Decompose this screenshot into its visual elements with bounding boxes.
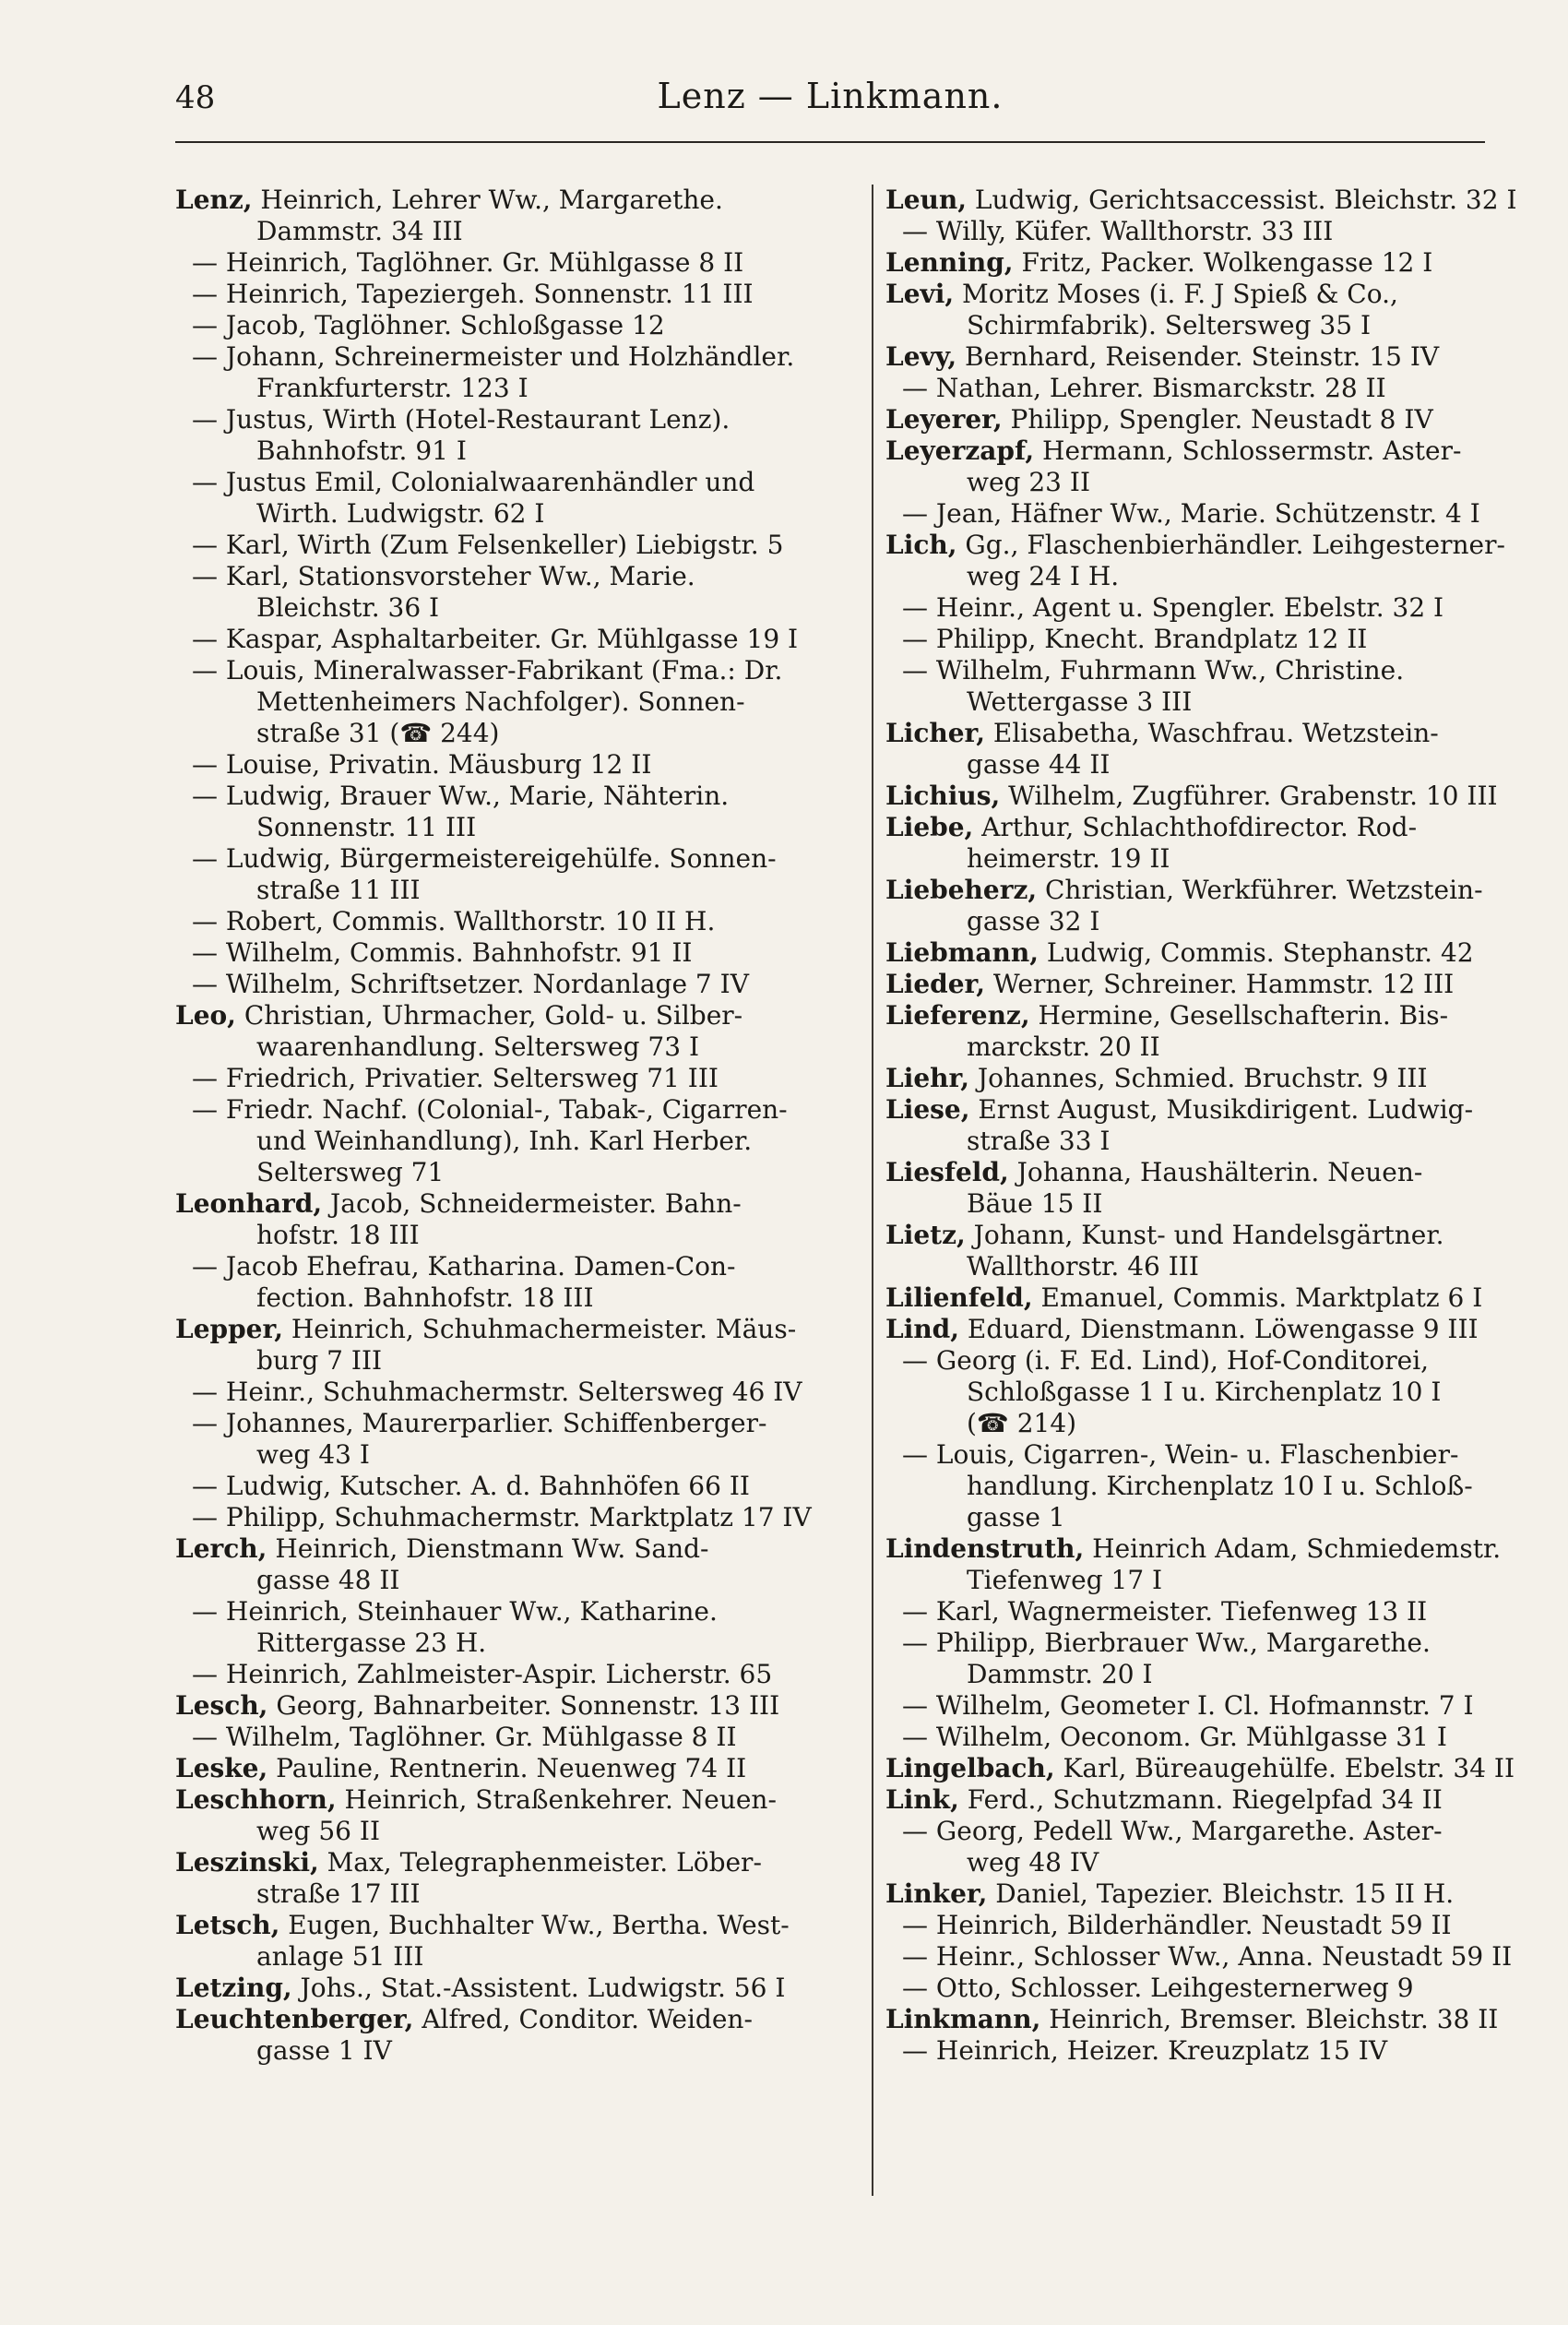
entry-surname: Lieder,	[885, 969, 985, 999]
entry-text: Christian, Uhrmacher, Gold- u. Silber- waarenhandlung. Seltersweg 73 I	[244, 1000, 743, 1062]
directory-entry	[885, 875, 1550, 937]
directory-entry	[885, 969, 1550, 1000]
entry-text: Bernhard, Reisender. Steinstr. 15 IV	[956, 341, 1440, 372]
running-head: Lenz — Linkmann.	[657, 76, 1004, 116]
entry-text: Eugen, Buchhalter Ww., Bertha. West- anlage 51 III	[256, 1910, 790, 1972]
entry-text: — Jean, Häfner Ww., Marie. Schützenstr. 4 I	[902, 498, 1480, 529]
entry-text: Wilhelm, Zugführer. Grabenstr. 10 III	[1000, 781, 1498, 811]
directory-entry	[175, 781, 839, 843]
directory-entry	[885, 435, 1550, 498]
entry-surname: Linkmann,	[885, 2004, 1041, 2034]
directory-entry	[885, 1910, 1550, 1941]
directory-entry	[885, 1973, 1550, 2004]
entry-text: — Friedrich, Privatier. Seltersweg 71 III	[192, 1063, 719, 1093]
entry-text: — Kaspar, Asphaltarbeiter. Gr. Mühlgasse 19 I	[192, 624, 799, 654]
entry-text: Hermine, Gesellschafterin. Bis- marckstr. 20 II	[967, 1000, 1449, 1062]
entry-text: — Wilhelm, Commis. Bahnhofstr. 91 II	[192, 937, 693, 968]
entry-text: Max, Telegraphenmeister. Löber- straße 17 III	[256, 1847, 762, 1909]
entry-text: Philipp, Spengler. Neustadt 8 IV	[1002, 404, 1433, 435]
entry-text: — Wilhelm, Fuhrmann Ww., Christine. Wettergasse 3 III	[902, 655, 1405, 717]
right-column	[885, 185, 1550, 2224]
directory-entry	[175, 969, 839, 1000]
entry-text: Fritz, Packer. Wolkengasse 12 I	[1013, 247, 1433, 278]
entry-text: — Johann, Schreinermeister und Holzhändler. Frankfurterstr. 123 I	[192, 341, 795, 403]
entry-text: Heinrich, Bremser. Bleichstr. 38 II	[1040, 2004, 1499, 2034]
directory-entry	[175, 467, 839, 530]
entry-text: Johs., Stat.-Assistent. Ludwigstr. 56 I	[291, 1973, 786, 2003]
directory-entry	[885, 1094, 1550, 1157]
entry-surname: Leonhard,	[175, 1188, 323, 1219]
directory-entry	[175, 749, 839, 781]
directory-entry	[175, 1188, 839, 1251]
entry-surname: Liehr,	[885, 1063, 969, 1093]
directory-entry	[885, 498, 1550, 530]
directory-entry	[175, 1784, 839, 1847]
page-header	[175, 72, 1485, 137]
entry-text: Heinrich Adam, Schmiedemstr. Tiefenweg 17 I	[967, 1533, 1502, 1595]
entry-text: Heinrich, Dienstmann Ww. Sand- gasse 48 II	[256, 1533, 709, 1595]
directory-entry	[175, 1000, 839, 1063]
entry-surname: Lieferenz,	[885, 1000, 1030, 1031]
entry-surname: Liebeherz,	[885, 875, 1038, 905]
entry-text: — Wilhelm, Taglöhner. Gr. Mühlgasse 8 II	[192, 1722, 737, 1752]
directory-entry	[885, 1596, 1550, 1628]
directory-entry	[885, 1816, 1550, 1878]
entry-text: Karl, Büreaugehülfe. Ebelstr. 34 II	[1054, 1753, 1515, 1783]
directory-entry	[175, 624, 839, 655]
directory-entry	[175, 247, 839, 279]
entry-surname: Lilienfeld,	[885, 1282, 1033, 1313]
directory-entry	[885, 1628, 1550, 1690]
directory-entry	[175, 1094, 839, 1188]
entry-text: — Willy, Küfer. Wallthorstr. 33 III	[902, 216, 1334, 246]
directory-entry	[175, 341, 839, 404]
entry-surname: Leyerer,	[885, 404, 1003, 435]
directory-entry	[175, 655, 839, 749]
entry-surname: Leun,	[885, 185, 967, 215]
entry-text: — Johannes, Maurerparlier. Schiffenberger- weg 43 I	[192, 1408, 767, 1470]
entry-text: Heinrich, Schuhmachermeister. Mäus- burg 7 III	[256, 1314, 797, 1376]
entry-surname: Lepper,	[175, 1314, 283, 1344]
directory-entry	[885, 1722, 1550, 1753]
entry-surname: Leyerzapf,	[885, 435, 1035, 466]
directory-entry	[175, 1753, 839, 1784]
directory-entry	[175, 1314, 839, 1377]
entry-text: Hermann, Schlossermstr. Aster- weg 23 II	[967, 435, 1462, 497]
directory-entry	[885, 1314, 1550, 1345]
entry-text: — Wilhelm, Geometer I. Cl. Hofmannstr. 7 I	[902, 1690, 1474, 1721]
entry-text: Jacob, Schneidermeister. Bahn- hofstr. 18 III	[256, 1188, 742, 1250]
entry-text: — Robert, Commis. Wallthorstr. 10 II H.	[192, 906, 716, 936]
entry-surname: Liebe,	[885, 812, 974, 842]
directory-entry	[885, 247, 1550, 279]
entry-surname: Leske,	[175, 1753, 268, 1783]
entry-text: — Ludwig, Brauer Ww., Marie, Nähterin. Sonnenstr. 11 III	[192, 781, 730, 842]
entry-surname: Liesfeld,	[885, 1157, 1009, 1187]
entry-text: Ludwig, Gerichtsaccessist. Bleichstr. 32 I	[966, 185, 1517, 215]
entry-text: — Georg (i. F. Ed. Lind), Hof-Conditorei, Schloßgasse 1 I u. Kirchenplatz 10 I (☎ 214)	[902, 1345, 1442, 1438]
entry-text: Ludwig, Commis. Stephanstr. 42	[1038, 937, 1474, 968]
directory-entry	[175, 1973, 839, 2004]
directory-entry	[885, 279, 1550, 341]
entry-text: Werner, Schreiner. Hammstr. 12 III	[985, 969, 1455, 999]
entry-text: — Heinrich, Heizer. Kreuzplatz 15 IV	[902, 2035, 1388, 2066]
directory-entry	[885, 1878, 1550, 1910]
entry-text: Arthur, Schlachthofdirector. Rod- heimerstr. 19 II	[967, 812, 1418, 874]
entry-text: Christian, Werkführer. Wetzstein- gasse 32 I	[967, 875, 1483, 936]
entry-text: Johanna, Haushälterin. Neuen- Bäue 15 II	[967, 1157, 1423, 1219]
entry-surname: Lingelbach,	[885, 1753, 1055, 1783]
directory-entry	[885, 530, 1550, 592]
directory-entry	[885, 1282, 1550, 1314]
entry-text: — Heinr., Agent u. Spengler. Ebelstr. 32 I	[902, 592, 1444, 623]
entry-surname: Leuchtenberger,	[175, 2004, 414, 2034]
directory-entry	[885, 1063, 1550, 1094]
directory-entry	[175, 1408, 839, 1471]
entry-text: — Heinrich, Zahlmeister-Aspir. Licherstr. 65	[192, 1659, 773, 1689]
left-column	[175, 185, 839, 2224]
directory-entry	[175, 1690, 839, 1722]
entry-surname: Licher,	[885, 718, 986, 748]
entry-text: Alfred, Conditor. Weiden- gasse 1 IV	[256, 2004, 753, 2066]
entry-text: — Karl, Wagnermeister. Tiefenweg 13 II	[902, 1596, 1428, 1627]
entry-text: Johannes, Schmied. Bruchstr. 9 III	[968, 1063, 1428, 1093]
entry-text: — Friedr. Nachf. (Colonial-, Tabak-, Cigarren- und Weinhandlung), Inh. Karl Herber. Seltersweg 71	[192, 1094, 788, 1187]
entry-text: — Nathan, Lehrer. Bismarckstr. 28 II	[902, 373, 1386, 403]
entry-text: — Karl, Wirth (Zum Felsenkeller) Liebigstr. 5	[192, 530, 784, 560]
entry-text: — Jacob, Taglöhner. Schloßgasse 12	[192, 310, 665, 340]
directory-entry	[885, 1784, 1550, 1816]
directory-entry	[175, 1063, 839, 1094]
entry-surname: Lenning,	[885, 247, 1014, 278]
directory-entry	[175, 310, 839, 341]
directory-entry	[175, 404, 839, 467]
entry-surname: Liebmann,	[885, 937, 1039, 968]
entry-text: — Ludwig, Bürgermeistereigehülfe. Sonnen- straße 11 III	[192, 843, 777, 905]
directory-entry	[175, 906, 839, 937]
directory-entry	[175, 2004, 839, 2067]
directory-entry	[175, 1377, 839, 1408]
directory-entry	[885, 781, 1550, 812]
entry-text: — Philipp, Bierbrauer Ww., Margarethe. Dammstr. 20 I	[902, 1628, 1431, 1689]
entry-text: Daniel, Tapezier. Bleichstr. 15 II H.	[987, 1878, 1455, 1909]
directory-entry	[175, 1659, 839, 1690]
directory-entry	[885, 1345, 1550, 1439]
entry-text: — Heinrich, Taglöhner. Gr. Mühlgasse 8 II	[192, 247, 744, 278]
entry-surname: Leschhorn,	[175, 1784, 337, 1815]
entry-text: — Wilhelm, Oeconom. Gr. Mühlgasse 31 I	[902, 1722, 1447, 1752]
entry-text: Ferd., Schutzmann. Riegelpfad 34 II	[958, 1784, 1443, 1815]
entry-text: Elisabetha, Waschfrau. Wetzstein- gasse 44 II	[967, 718, 1439, 780]
directory-entry	[175, 185, 839, 247]
entry-text: Ernst August, Musikdirigent. Ludwig- straße 33 I	[967, 1094, 1474, 1156]
directory-entry	[885, 216, 1550, 247]
directory-entry	[885, 655, 1550, 718]
entry-surname: Lietz,	[885, 1220, 966, 1250]
directory-entry	[885, 1157, 1550, 1220]
directory-entry	[885, 592, 1550, 624]
directory-entry	[175, 1596, 839, 1659]
entry-text: — Heinrich, Steinhauer Ww., Katharine. Rittergasse 23 H.	[192, 1596, 718, 1658]
entry-text: — Wilhelm, Schriftsetzer. Nordanlage 7 IV	[192, 969, 749, 999]
entry-text: — Philipp, Schuhmachermstr. Marktplatz 17 IV	[192, 1502, 812, 1532]
column-divider	[872, 185, 873, 2196]
entry-text: Heinrich, Lehrer Ww., Margarethe. Dammstr. 34 III	[256, 185, 723, 246]
entry-text: Pauline, Rentnerin. Neuenweg 74 II	[267, 1753, 747, 1783]
entry-surname: Levy,	[885, 341, 957, 372]
directory-entry	[885, 1220, 1550, 1282]
directory-entry	[175, 1471, 839, 1502]
entry-text: Eduard, Dienstmann. Löwengasse 9 III	[959, 1314, 1479, 1344]
entry-text: — Georg, Pedell Ww., Margarethe. Aster- weg 48 IV	[902, 1816, 1443, 1878]
entry-text: — Ludwig, Kutscher. A. d. Bahnhöfen 66 II	[192, 1471, 750, 1501]
directory-entry	[885, 1000, 1550, 1063]
directory-entry	[885, 1439, 1550, 1533]
entry-text: Johann, Kunst- und Handelsgärtner. Wallthorstr. 46 III	[967, 1220, 1444, 1282]
directory-entry	[885, 2035, 1550, 2067]
entry-surname: Lerch,	[175, 1533, 267, 1564]
entry-surname: Lindenstruth,	[885, 1533, 1085, 1564]
entry-text: — Heinrich, Bilderhändler. Neustadt 59 II	[902, 1910, 1452, 1940]
entry-text: — Justus, Wirth (Hotel-Restaurant Lenz). Bahnhofstr. 91 I	[192, 404, 731, 466]
directory-entry	[885, 1533, 1550, 1596]
entry-surname: Linker,	[885, 1878, 988, 1909]
directory-entry	[885, 937, 1550, 969]
directory-entry	[885, 1941, 1550, 1973]
entry-text: — Heinr., Schuhmachermstr. Seltersweg 46 IV	[192, 1377, 802, 1407]
directory-entry	[885, 404, 1550, 435]
directory-entry	[175, 1722, 839, 1753]
directory-entry	[175, 1847, 839, 1910]
directory-entry	[175, 561, 839, 624]
entry-text: — Heinr., Schlosser Ww., Anna. Neustadt 59 II	[902, 1941, 1513, 1972]
directory-entry	[885, 624, 1550, 655]
directory-entry	[175, 1533, 839, 1596]
entry-surname: Levi,	[885, 279, 955, 309]
entry-text: Gg., Flaschenbierhändler. Leihgesterner- weg 24 I H.	[965, 530, 1505, 591]
entry-surname: Lind,	[885, 1314, 960, 1344]
entry-text: — Louise, Privatin. Mäusburg 12 II	[192, 749, 652, 780]
directory-entry	[885, 1690, 1550, 1722]
entry-surname: Lichius,	[885, 781, 1001, 811]
directory-entry	[885, 1753, 1550, 1784]
directory-entry	[885, 718, 1550, 781]
entry-surname: Lesch,	[175, 1690, 268, 1721]
directory-entry	[175, 279, 839, 310]
page-number: 48	[175, 79, 216, 116]
entry-surname: Letsch,	[175, 1910, 280, 1940]
directory-entry	[175, 1910, 839, 1973]
entry-surname: Leo,	[175, 1000, 236, 1031]
directory-entry	[885, 185, 1550, 216]
entry-text: Georg, Bahnarbeiter. Sonnenstr. 13 III	[267, 1690, 780, 1721]
directory-entry	[885, 2004, 1550, 2035]
directory-entry	[175, 530, 839, 561]
directory-entry	[175, 937, 839, 969]
directory-entry	[175, 843, 839, 906]
entry-surname: Letzing,	[175, 1973, 292, 2003]
header-rule	[175, 141, 1485, 143]
entry-surname: Liese,	[885, 1094, 970, 1125]
directory-entry	[175, 1251, 839, 1314]
entry-text: Emanuel, Commis. Marktplatz 6 I	[1032, 1282, 1483, 1313]
entry-surname: Lenz,	[175, 185, 253, 215]
entry-text: Moritz Moses (i. F. J Spieß & Co., Schirmfabrik). Seltersweg 35 I	[962, 279, 1398, 340]
entry-surname: Leszinski,	[175, 1847, 319, 1878]
entry-text: — Philipp, Knecht. Brandplatz 12 II	[902, 624, 1368, 654]
entry-text: — Louis, Cigarren-, Wein- u. Flaschenbier- handlung. Kirchenplatz 10 I u. Schloß- gasse 1	[902, 1439, 1473, 1532]
entry-text: — Karl, Stationsvorsteher Ww., Marie. Bleichstr. 36 I	[192, 561, 695, 623]
entry-text: — Heinrich, Tapeziergeh. Sonnenstr. 11 III	[192, 279, 754, 309]
directory-entry	[175, 1502, 839, 1533]
entry-text: — Jacob Ehefrau, Katharina. Damen-Con- fection. Bahnhofstr. 18 III	[192, 1251, 736, 1313]
entry-surname: Lich,	[885, 530, 957, 560]
entry-text: — Otto, Schlosser. Leihgesternerweg 9	[902, 1973, 1414, 2003]
entry-text: Heinrich, Straßenkehrer. Neuen- weg 56 II	[256, 1784, 777, 1846]
entry-surname: Link,	[885, 1784, 959, 1815]
directory-entry	[885, 373, 1550, 404]
directory-entry	[885, 341, 1550, 373]
directory-entry	[885, 812, 1550, 875]
entry-text: — Justus Emil, Colonialwaarenhändler und Wirth. Ludwigstr. 62 I	[192, 467, 755, 529]
entry-text: — Louis, Mineralwasser-Fabrikant (Fma.: Dr. Mettenheimers Nachfolger). Sonnen- straße 31 (☎ 244)	[192, 655, 783, 748]
